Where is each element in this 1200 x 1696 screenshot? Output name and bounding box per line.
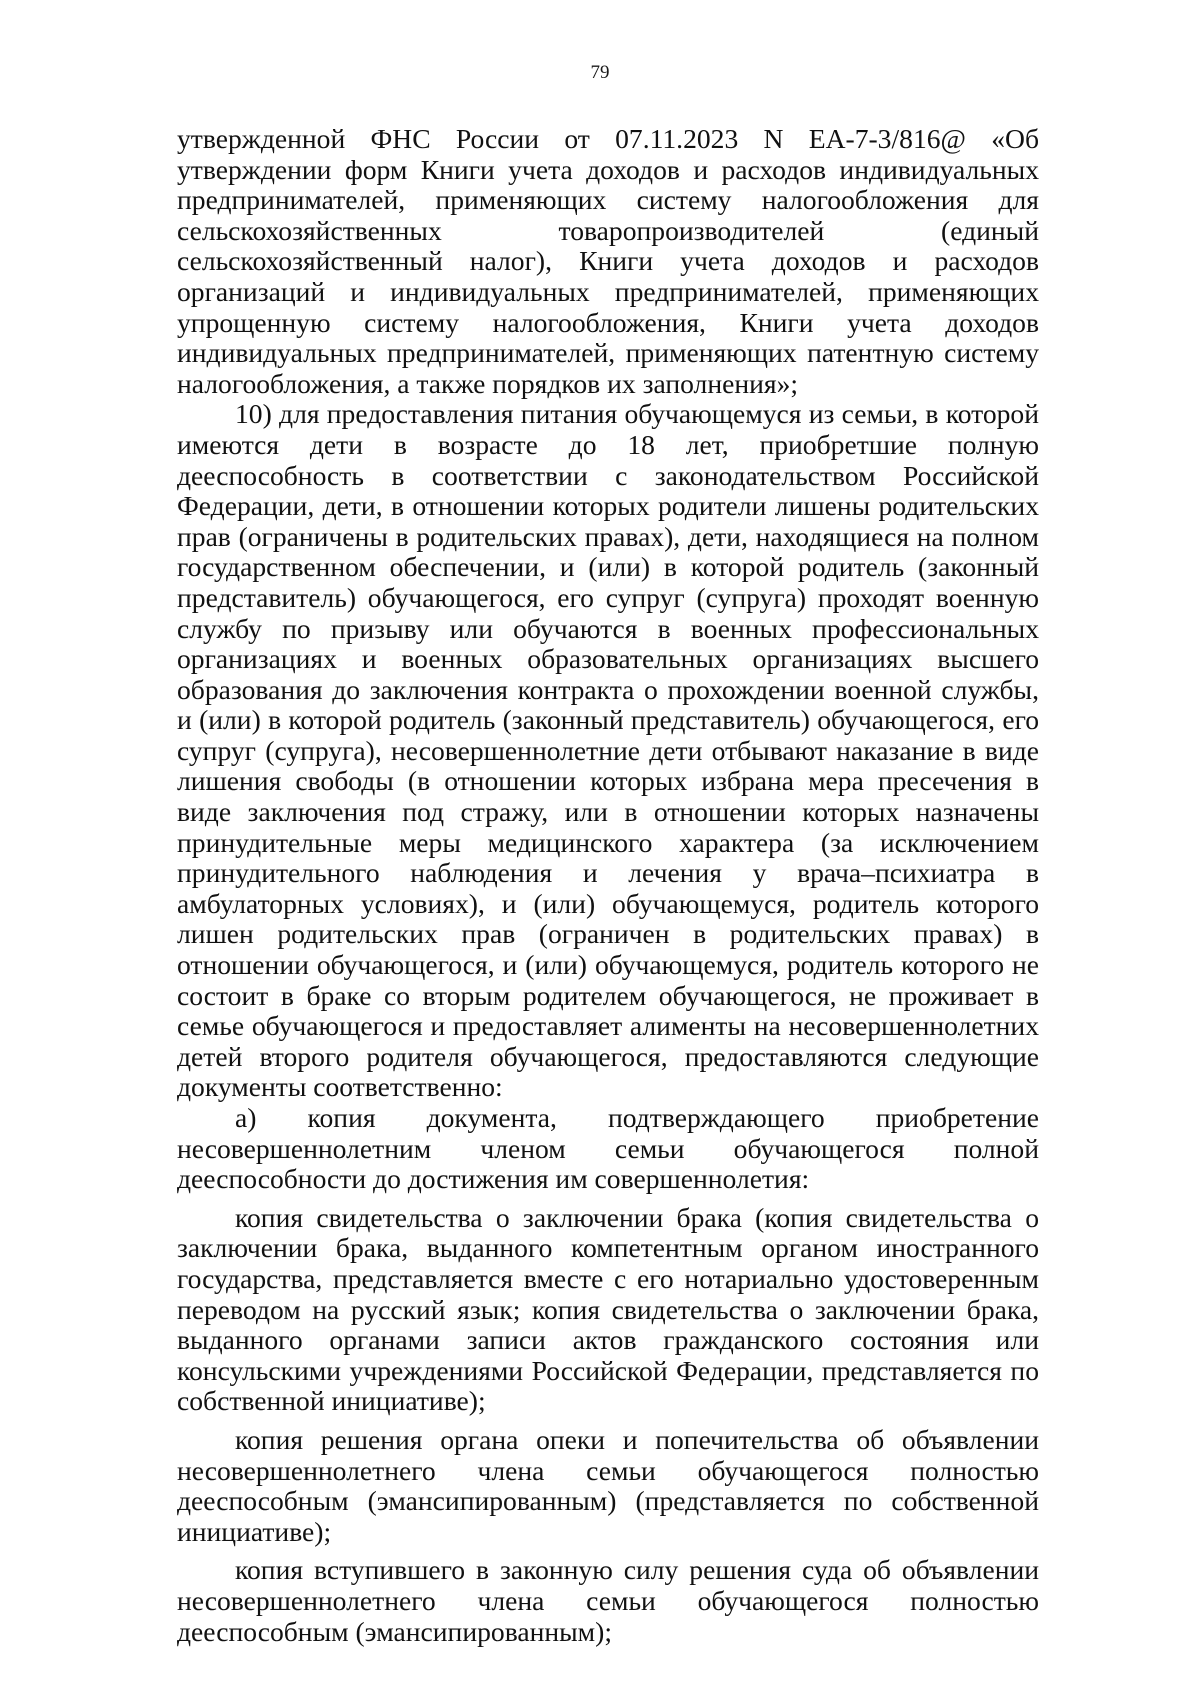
paragraph-marriage-certificate: копия свидетельства о заключении брака (копия свидетельства о заключении брака, выданного компетентным органом иностранного государства, представляется вместе с его нотариально удостоверенным переводом на русский язык; копия свидетельства о заключении брака, выданного органами записи актов гражданского состояния или консульскими учреждениями Российской Федерации, представляется по собственной инициативе);	[177, 1201, 1039, 1417]
paragraph-subitem-a: а) копия документа, подтверждающего приобретение несовершеннолетним членом семьи обучающегося полной дееспособности до достижения им совершеннолетия:	[177, 1102, 1039, 1195]
page-number: 79	[590, 62, 610, 83]
paragraph-court-decision: копия вступившего в законную силу решения суда об объявлении несовершеннолетнего члена семьи обучающегося полностью дееспособным (эмансипированным);	[177, 1554, 1039, 1647]
paragraph-guardianship-decision: копия решения органа опеки и попечительства об объявлении несовершеннолетнего члена семьи обучающегося полностью дееспособным (эмансипированным) (представляется по собственной инициативе);	[177, 1423, 1039, 1547]
paragraph-item-10: 10) для предоставления питания обучающемуся из семьи, в которой имеются дети в возрасте до 18 лет, приобретшие полную дееспособность в соответствии с законодательством Российской Федерации, дети, в отношении которых родители лишены родительских прав (ограничены в родительских правах), дети, находящиеся на полном государственном обеспечении, и (или) в которой родитель (законный представитель) обучающегося, его супруг (супруга) проходят военную службу по призыву или обучаются в военных профессиональных организациях и военных образовательных организациях высшего образования до заключения контракта о прохождении военной службы, и (или) в которой родитель (законный представитель) обучающегося, его супруг (супруга), несовершеннолетние дети отбывают наказание в виде лишения свободы (в отношении которых избрана мера пресечения в виде заключения под стражу, или в отношении которых назначены принудительные меры медицинского характера (за исключением принудительного наблюдения и лечения у врача–психиатра в амбулаторных условиях), и (или) обучающемуся, родитель которого лишен родительских прав (ограничен в родительских правах) в отношении обучающегося, и (или) обучающемуся, родитель которого не состоит в браке со вторым родителем обучающегося, не проживает в семье обучающегося и предоставляет алименты на несовершеннолетних детей второго родителя обучающегося, предоставляются следующие документы соответственно:	[177, 398, 1039, 1103]
document-body	[177, 124, 1039, 1647]
paragraph-fns-order-continuation: утвержденной ФНС России от 07.11.2023 N ЕА-7-3/816@ «Об утверждении форм Книги учета доходов и расходов индивидуальных предпринимателей, применяющих систему налогообложения для сельскохозяйственных товаропроизводителей (единый сельскохозяйственный налог), Книги учета доходов и расходов организаций и индивидуальных предпринимателей, применяющих упрощенную систему налогообложения, Книги учета доходов индивидуальных предпринимателей, применяющих патентную систему налогообложения, а также порядков их заполнения»;	[177, 123, 1039, 399]
